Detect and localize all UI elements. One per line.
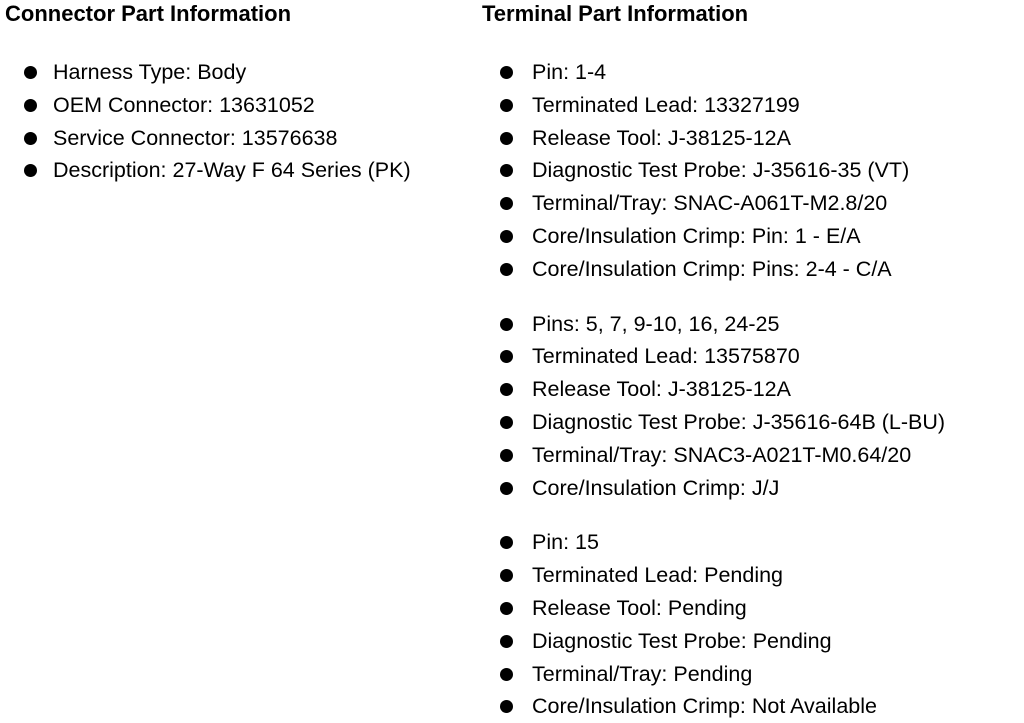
bullet-icon	[24, 132, 37, 145]
bullet-icon	[500, 602, 513, 615]
list-item	[482, 625, 1022, 658]
terminal-group-pins-1-4	[482, 56, 1022, 286]
bullet-icon	[24, 66, 37, 79]
list-item	[5, 56, 475, 89]
list-item-text: Terminal/Tray: Pending	[532, 661, 753, 686]
list-item	[5, 154, 475, 187]
list-item-text: Release Tool: J-38125-12A	[532, 377, 791, 402]
list-item	[482, 122, 1022, 155]
list-item	[482, 690, 1022, 723]
bullet-icon	[500, 164, 513, 177]
bullet-icon	[500, 318, 513, 331]
list-item-text: Release Tool: J-38125-12A	[532, 125, 791, 150]
list-item-text: Core/Insulation Crimp: Not Available	[532, 694, 877, 719]
bullet-icon	[500, 668, 513, 681]
bullet-icon	[500, 700, 513, 713]
list-item-text: Terminated Lead: 13327199	[532, 92, 800, 117]
bullet-icon	[500, 197, 513, 210]
bullet-icon	[500, 635, 513, 648]
bullet-icon	[500, 569, 513, 582]
terminal-part-heading: Terminal Part Information	[482, 1, 749, 26]
list-item-text: Terminal/Tray: SNAC-A061T-M2.8/20	[532, 191, 888, 216]
list-item-text: Pin: 15	[532, 530, 599, 555]
terminal-group-pins-5-25	[482, 308, 1022, 505]
bullet-icon	[500, 99, 513, 112]
list-item	[482, 406, 1022, 439]
list-item	[482, 308, 1022, 341]
list-item-text: Service Connector: 13576638	[53, 125, 338, 150]
list-item	[482, 340, 1022, 373]
list-item	[482, 220, 1022, 253]
bullet-icon	[500, 66, 513, 79]
list-item-text: Diagnostic Test Probe: J-35616-35 (VT)	[532, 158, 910, 183]
bullet-icon	[500, 482, 513, 495]
bullet-icon	[500, 132, 513, 145]
list-item-text: Core/Insulation Crimp: J/J	[532, 475, 780, 500]
list-item	[5, 89, 475, 122]
list-item	[482, 56, 1022, 89]
list-item-text: Pins: 5, 7, 9-10, 16, 24-25	[532, 311, 780, 336]
bullet-icon	[500, 263, 513, 276]
list-item	[482, 472, 1022, 505]
list-item-text: Harness Type: Body	[53, 60, 247, 84]
bullet-icon	[500, 383, 513, 396]
bullet-icon	[500, 350, 513, 363]
list-item	[482, 439, 1022, 472]
bullet-icon	[24, 99, 37, 112]
list-item-text: Terminated Lead: Pending	[532, 563, 784, 588]
list-item-text: Pin: 1-4	[532, 60, 607, 84]
terminal-part-section	[482, 0, 1022, 723]
bullet-icon	[500, 416, 513, 429]
list-item	[482, 658, 1022, 691]
list-item-text: Terminated Lead: 13575870	[532, 344, 800, 369]
list-item-text: OEM Connector: 13631052	[53, 92, 315, 117]
list-item	[482, 154, 1022, 187]
list-item-text: Core/Insulation Crimp: Pins: 2-4 - C/A	[532, 256, 892, 281]
list-item-text: Core/Insulation Crimp: Pin: 1 - E/A	[532, 223, 861, 248]
list-item	[482, 559, 1022, 592]
connector-part-list	[5, 56, 475, 187]
connector-part-heading: Connector Part Information	[5, 1, 292, 26]
list-item	[5, 122, 475, 155]
list-item	[482, 592, 1022, 625]
list-item-text: Diagnostic Test Probe: Pending	[532, 628, 832, 653]
list-item	[482, 373, 1022, 406]
terminal-group-pin-15	[482, 526, 1022, 723]
list-item	[482, 526, 1022, 559]
list-item	[482, 187, 1022, 220]
bullet-icon	[24, 164, 37, 177]
list-item-text: Terminal/Tray: SNAC3-A021T-M0.64/20	[532, 442, 912, 467]
list-item-text: Description: 27-Way F 64 Series (PK)	[53, 158, 411, 183]
list-item-text: Diagnostic Test Probe: J-35616-64B (L-BU)	[532, 409, 946, 434]
bullet-icon	[500, 449, 513, 462]
list-item-text: Release Tool: Pending	[532, 595, 747, 620]
connector-part-section	[5, 0, 475, 187]
list-item	[482, 89, 1022, 122]
bullet-icon	[500, 230, 513, 243]
bullet-icon	[500, 536, 513, 549]
list-item	[482, 253, 1022, 286]
